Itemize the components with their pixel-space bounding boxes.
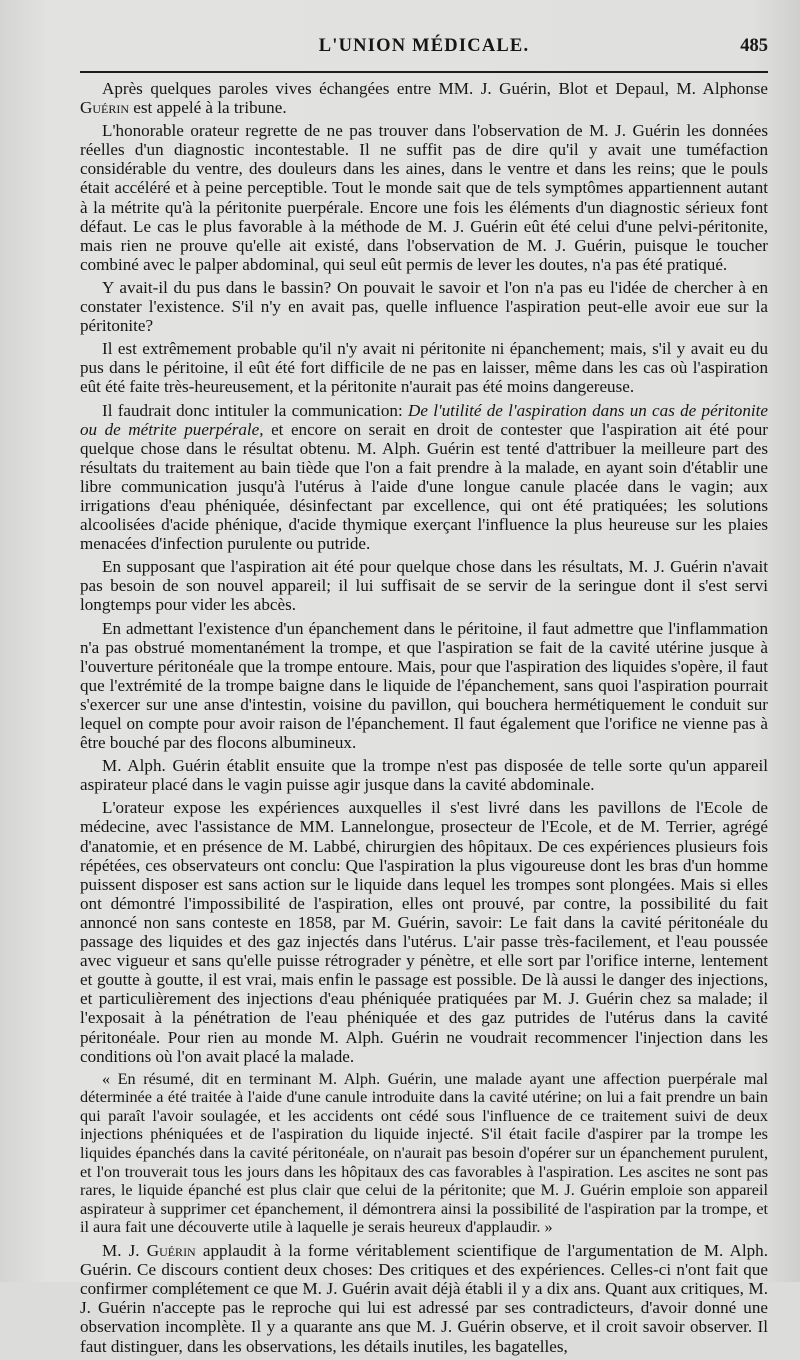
paragraph-5-text-a: Il faudrait donc intituler la communication: bbox=[102, 400, 408, 420]
page-number: 485 bbox=[740, 36, 768, 56]
paragraph-11-text-b: applaudit à la forme véritablement scientifique de l'argumentation de M. Alph. Guérin. Ce discours contient deux choses: Des critiques et des expériences. Celles-ci n'ont fait que confirmer complétement ce que M. J. Guérin avait déjà établi il y a dix ans. Quant aux critiques, M. J. Guérin n'accepte pas le reproche qui lui est adressé par ses contradicteurs, d'avoir donné une observation incomplète. Il y a quarante ans que M. J. Guérin observe, et il croit savoir observer. Il faut distinguer, dans les observations, les détails inutiles, les bagatelles, bbox=[80, 1241, 768, 1356]
paragraph-5 bbox=[80, 401, 768, 554]
speaker-name: Guérin bbox=[146, 1241, 196, 1261]
paragraph-8: M. Alph. Guérin établit ensuite que la trompe n'est pas disposée de telle sorte qu'un appareil aspirateur placé dans le vagin puisse agir jusque dans la cavité abdominale. bbox=[80, 756, 768, 795]
paragraph-9: L'orateur expose les expériences auxquelles il s'est livré dans les pavillons de l'Ecole de médecine, avec l'assistance de MM. Lannelongue, prosecteur de l'Ecole, et de M. Terrier, agrégé d'anatomie, et en présence de M. Labbé, chirurgien des hôpitaux. De ces expériences plusieurs fois répétées, ces observateurs ont conclu: Que l'aspiration la plus vigoureuse dont les bras d'un homme puissent disposer est sans action sur le liquide dans lequel les trompes sont plongées. Mais si elles ont démontré l'impossibilité de l'aspiration, elles ont prouvé, par contre, la possibilité du fait annoncé non sans conteste en 1858, par M. Guérin, savoir: Le fait dans la cavité péritonéale du passage des liquides et des gaz injectés dans l'utérus. L'air passe très-facilement, et l'eau poussée avec vigueur et sans qu'elle puisse rétrograder y pénètre, et elle sort par l'orifice interne, lentement et goutte à goutte, il est vrai, mais enfin le passage est possible. De là aussi le danger des injections, et particulièrement des injections d'eau phéniquée pratiquées par M. J. Guérin chez sa malade; il l'exposait à la pénétration de l'eau phéniquée et des gaz putrides de l'utérus dans la cavité péritonéale. Pour rien au monde M. Alph. Guérin ne voudrait recommencer l'injection dans les conditions où l'on avait placé la malade. bbox=[80, 798, 768, 1066]
paragraph-7: En admettant l'existence d'un épanchement dans le péritoine, il faut admettre que l'inflammation n'a pas obstrué momentanément la trompe, et que l'aspiration se fait de la cavité utérine jusque à l'ouverture péritonéale que la trompe entoure. Mais, pour que l'aspiration des liquides s'opère, il faut que l'extrémité de la trompe baigne dans le liquide de l'épanchement, sans quoi l'aspiration pourrait s'exercer sur une anse d'intestin, voisine du pavillon, qui bouchera hermétiquement le conduit sur lequel on compte pour avoir raison de l'épanchement. Il faut également que l'orifice ne vienne pas à être bouché par des flocons albumineux. bbox=[80, 618, 768, 753]
speaker-name: Guérin bbox=[80, 98, 130, 118]
paragraph-1-text-a: Après quelques paroles vives échangées entre MM. J. Guérin, Blot et Depaul, M. Alphonse bbox=[102, 79, 768, 98]
paragraph-1 bbox=[80, 79, 768, 117]
paragraph-5-text-b: et encore on serait en droit de contester que l'aspiration ait été pour quelque chose dans le résultat obtenu. M. Alph. Guérin est tenté d'attribuer la meilleure part des résultats du traitement au bain tiède que l'on a fait prendre à la malade, en ayant soin d'établir une libre communication jusqu'à l'utérus à l'aide d'une longue canule placée dans le vagin; aux irrigations d'eau phéniquée, désinfectant par excellence, qui ont été pratiquées; les solutions alcoolisées d'acide phénique, d'acide thymique exerçant l'influence la plus heureuse sur les plaies menacées d'infection purulente ou putride. bbox=[80, 419, 768, 554]
header-rule bbox=[80, 71, 768, 73]
paragraph-4: Il est extrêmement probable qu'il n'y avait ni péritonite ni épanchement; mais, s'il y avait eu du pus dans le péritoine, il eût été fort difficile de ne pas en laisser, même dans les cas où l'aspiration eût été faite très-heureusement, et la péritonite n'aurait pas été moins dangereuse. bbox=[80, 339, 768, 397]
paragraph-1-text-b: est appelé à la tribune. bbox=[129, 98, 287, 118]
proposed-title: De l'utilité de l'aspiration dans un cas de péritonite ou de métrite puerpérale, bbox=[80, 400, 768, 439]
paragraph-2: L'honorable orateur regrette de ne pas trouver dans l'observation de M. J. Guérin les données réelles d'un diagnostic incontestable. Il ne suffit pas de dire qu'il y avait une tuméfaction considérable du ventre, des douleurs dans les aines, dans le ventre et dans les reins; que le pouls était accéléré et à peine perceptible. Tout le monde sait que de tels symptômes appartiennent autant à la métrite qu'à la péritonite puerpérale. Encore une fois les éléments d'un diagnostic sérieux font défaut. Le cas le plus favorable à la méthode de M. J. Guérin eût été celui d'une pelvi-péritonite, mais rien ne prouve qu'elle ait existé, dans l'observation de M. J. Guérin, puisque le toucher combiné avec le palper abdominal, qui seul eût permis de lever les doutes, n'a pas été pratiqué. bbox=[80, 121, 768, 274]
paragraph-11-text-a: M. J. bbox=[102, 1241, 147, 1261]
article-body bbox=[80, 79, 768, 1360]
paragraph-6: En supposant que l'aspiration ait été pour quelque chose dans les résultats, M. J. Guérin n'avait pas besoin de son nouvel appareil; il lui suffisait de se servir de la seringue dont il s'est servi longtemps pour vider les abcès. bbox=[80, 557, 768, 615]
running-header bbox=[80, 32, 768, 62]
running-title: L'UNION MÉDICALE. bbox=[318, 36, 530, 56]
paragraph-11 bbox=[80, 1241, 768, 1356]
paragraph-3: Y avait-il du pus dans le bassin? On pouvait le savoir et l'on n'a pas eu l'idée de chercher à en constater l'existence. S'il n'y en avait pas, quelle influence l'aspiration peut-elle avoir eue sur la péritonite? bbox=[80, 277, 768, 336]
paragraph-10-quote: « En résumé, dit en terminant M. Alph. Guérin, une malade ayant une affection puerpérale mal déterminée a été traitée à l'aide d'une canule introduite dans la cavité utérine; on lui a fait prendre un bain qui paraît l'avoir soulagée, et les accidents ont cédé sous l'influence de ce traitement suivi de deux injections phéniquées et de l'aspiration du liquide injecté. S'il était facile d'aspirer par la trompe les liquides épanchés dans la cavité péritonéale, on n'aurait pas besoin d'opérer sur un épanchement purulent, et l'on trouverait tous les jours dans les hôpitaux des cas favorables à l'aspiration. Les ascites ne sont pas rares, le liquide épanché est plus clair que celui de la péritonite; que M. J. Guérin emploie son appareil aspirateur à supprimer cet épanchement, il démontrera ainsi la possibilité de l'aspiration par la trompe, et il aura fait une découverte utile à laquelle je serais heureux d'applaudir. » bbox=[80, 1069, 768, 1237]
